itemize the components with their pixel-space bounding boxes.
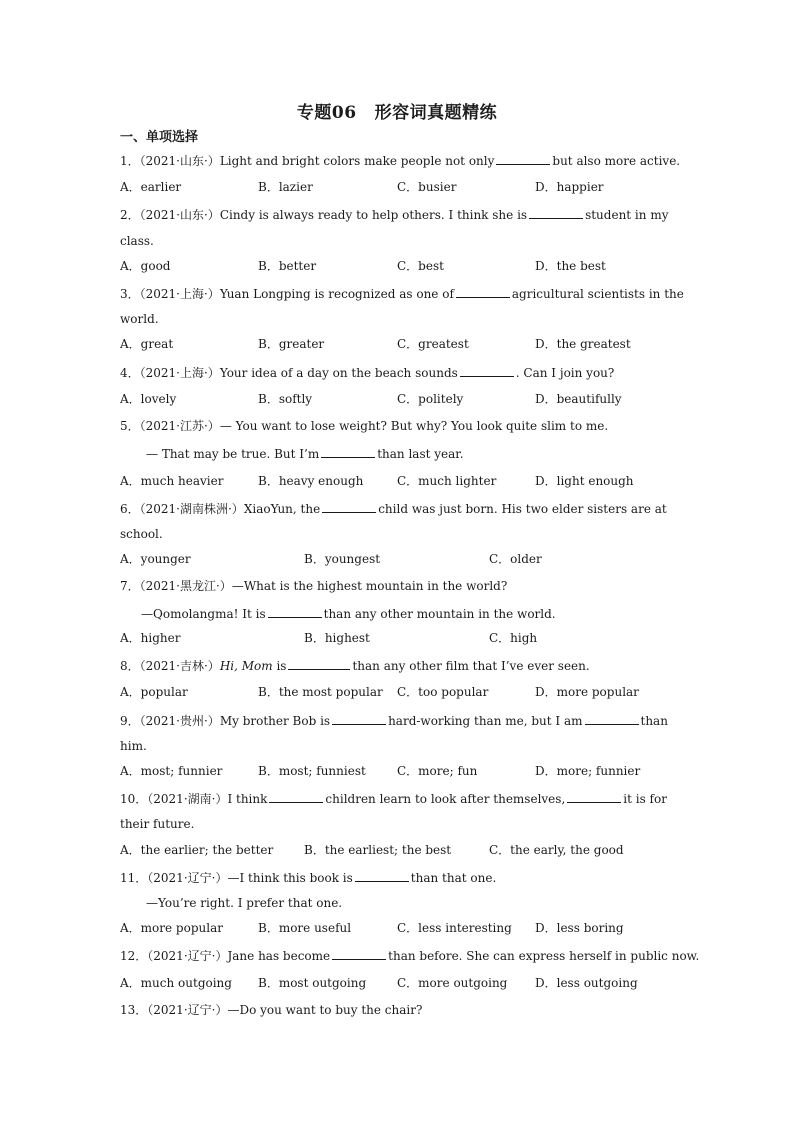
q1-option-c: C．busier	[397, 180, 457, 194]
q6-option-b: B．youngest	[304, 552, 381, 566]
title-prefix: 专题06	[296, 103, 357, 123]
answer-blank	[567, 791, 621, 803]
answer-blank	[456, 286, 510, 298]
q6-option-c: C．older	[489, 552, 542, 566]
q8-option-c: C．too popular	[397, 685, 489, 699]
answer-blank	[460, 365, 514, 377]
q8-option-b: B．the most popular	[258, 685, 383, 699]
answer-blank	[355, 870, 409, 882]
answer-blank	[332, 948, 386, 960]
q4-option-c: C．politely	[397, 392, 464, 406]
q4-option-a: A．lovely	[120, 392, 177, 406]
answer-blank	[332, 713, 386, 725]
question-9: 9．（2021·贵州·）My brother Bob is hard-working than me, but I am than	[120, 714, 668, 728]
question-5-reply: — That may be true. But I’m than last year.	[146, 447, 464, 461]
q9-option-a: A．most; funnier	[120, 764, 223, 778]
section-heading: 一、单项选择	[120, 130, 199, 145]
q5-option-c: C．much lighter	[397, 474, 497, 488]
q2-option-c: C．best	[397, 259, 444, 273]
q1-option-d: D．happier	[535, 180, 604, 194]
answer-blank	[288, 658, 350, 670]
answer-blank	[529, 207, 583, 219]
question-7: 7．（2021·黑龙江·）—What is the highest mountain in the world?	[120, 579, 508, 593]
q12-option-d: D．less outgoing	[535, 976, 638, 990]
q5-option-b: B．heavy enough	[258, 474, 364, 488]
question-6-cont: school.	[120, 527, 163, 541]
question-3-cont: world.	[120, 312, 159, 326]
q7-option-a: A．higher	[120, 631, 181, 645]
q1-option-b: B．lazier	[258, 180, 313, 194]
q11-option-d: D．less boring	[535, 921, 624, 935]
q11-option-c: C．less interesting	[397, 921, 512, 935]
q5-option-a: A．much heavier	[120, 474, 224, 488]
q9-option-b: B．most; funniest	[258, 764, 366, 778]
question-4: 4．（2021·上海·）Your idea of a day on the beach sounds . Can I join you?	[120, 366, 615, 380]
film-title: Hi, Mom	[219, 659, 273, 673]
q3-option-a: A．great	[120, 337, 174, 351]
q12-option-b: B．most outgoing	[258, 976, 367, 990]
q7-option-b: B．highest	[304, 631, 370, 645]
q3-option-d: D．the greatest	[535, 337, 631, 351]
q8-option-d: D．more popular	[535, 685, 639, 699]
question-11: 11．（2021·辽宁·）—I think this book is than that one.	[120, 871, 497, 885]
q2-option-d: D．the best	[535, 259, 606, 273]
question-10: 10．（2021·湖南·）I think children learn to look after themselves, it is for	[120, 792, 667, 806]
answer-blank	[321, 446, 375, 458]
q9-option-d: D．more; funnier	[535, 764, 641, 778]
answer-blank	[496, 153, 550, 165]
q1-option-a: A．earlier	[120, 180, 182, 194]
q12-option-c: C．more outgoing	[397, 976, 508, 990]
question-5: 5．（2021·江苏·）— You want to lose weight? But why? You look quite slim to me.	[120, 419, 609, 433]
q6-option-a: A．younger	[120, 552, 191, 566]
q7-option-c: C．high	[489, 631, 538, 645]
question-10-cont: their future.	[120, 817, 195, 831]
answer-blank	[268, 606, 322, 618]
q12-option-a: A．much outgoing	[120, 976, 232, 990]
q3-option-b: B．greater	[258, 337, 325, 351]
question-11-reply: —You’re right. I prefer that one.	[146, 896, 343, 910]
answer-blank	[269, 791, 323, 803]
q10-option-c: C．the early, the good	[489, 843, 624, 857]
question-8: 8．（2021·吉林·）Hi, Mom is than any other film that I’ve ever seen.	[120, 659, 590, 673]
question-13: 13．（2021·辽宁·）—Do you want to buy the chair?	[120, 1003, 423, 1017]
question-2: 2．（2021·山东·）Cindy is always ready to help others. I think she is student in my	[120, 208, 669, 222]
q5-option-d: D．light enough	[535, 474, 634, 488]
page-title	[0, 98, 794, 123]
q4-option-d: D．beautifully	[535, 392, 622, 406]
question-6: 6．（2021·湖南株洲·）XiaoYun, the child was just born. His two elder sisters are at	[120, 502, 667, 516]
q10-option-b: B．the earliest; the best	[304, 843, 452, 857]
answer-blank	[585, 713, 639, 725]
answer-blank	[322, 501, 376, 513]
question-7-reply: —Qomolangma! It is than any other mountain in the world.	[141, 607, 556, 621]
title-main: 形容词真题精练	[374, 103, 498, 123]
q2-option-b: B．better	[258, 259, 317, 273]
q11-option-b: B．more useful	[258, 921, 352, 935]
q2-option-a: A．good	[120, 259, 171, 273]
question-1: 1．（2021·山东·）Light and bright colors make people not only but also more active.	[120, 154, 681, 168]
question-3: 3．（2021·上海·）Yuan Longping is recognized as one of agricultural scientists in the	[120, 287, 684, 301]
question-2-cont: class.	[120, 234, 154, 248]
q10-option-a: A．the earlier; the better	[120, 843, 274, 857]
question-12: 12．（2021·辽宁·）Jane has become than before. She can express herself in public now.	[120, 949, 700, 963]
q9-option-c: C．more; fun	[397, 764, 478, 778]
question-9-cont: him.	[120, 739, 147, 753]
q3-option-c: C．greatest	[397, 337, 469, 351]
q11-option-a: A．more popular	[120, 921, 223, 935]
q8-option-a: A．popular	[120, 685, 188, 699]
q4-option-b: B．softly	[258, 392, 313, 406]
